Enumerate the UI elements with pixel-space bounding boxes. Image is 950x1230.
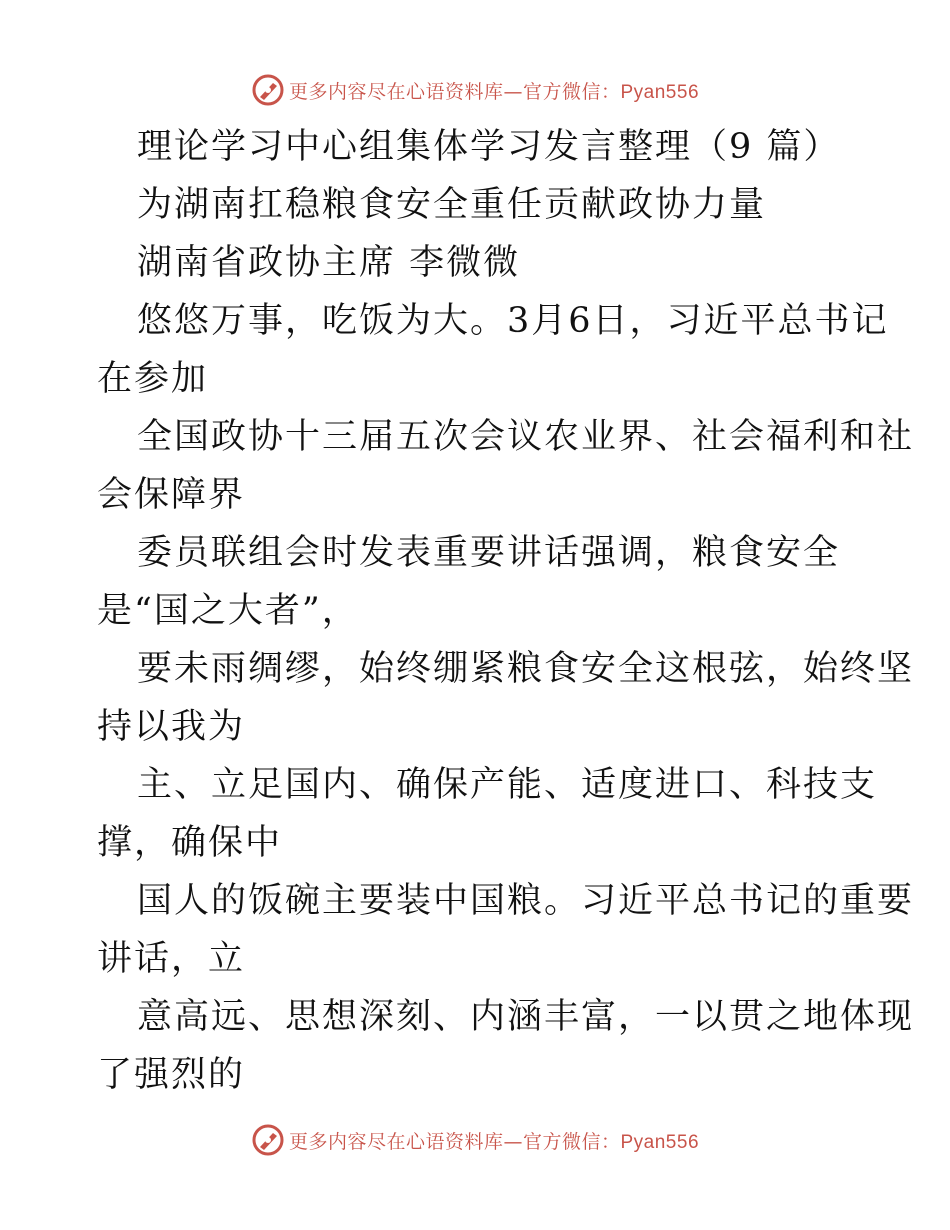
document-line: 悠悠万事，吃饭为大。3月6日，习近平总书记	[137, 301, 889, 341]
banner-text	[289, 1127, 699, 1154]
banner-main-text: 更多内容尽在心语资料库	[288, 1130, 504, 1153]
document-line: 全国政协十三届五次会议农业界、社会福利和社	[137, 417, 915, 457]
document-line: 理论学习中心组集体学习发言整理（9 篇）	[137, 127, 841, 167]
document-line: 会保障界	[97, 475, 246, 515]
document-line: 湖南省政协主席 李微微	[137, 243, 521, 283]
banner-handle: Pyan556	[620, 1131, 700, 1153]
pen-circle-logo-icon	[251, 1123, 285, 1157]
banner-main-text: 更多内容尽在心语资料库	[288, 80, 504, 103]
document-line: 在参加	[97, 359, 209, 399]
banner-official-label: 官方微信：	[522, 1130, 621, 1153]
document-line: 持以我为	[97, 707, 246, 747]
document-line: 意高远、思想深刻、内涵丰富，一以贯之地体现	[137, 997, 915, 1037]
footer-watermark-banner	[0, 1120, 950, 1160]
document-line: 委员联组会时发表重要讲话强调，粮食安全	[137, 533, 841, 573]
banner-official-label: 官方微信：	[522, 80, 621, 103]
document-line: 是“国之大者”，	[97, 591, 359, 631]
header-watermark-banner	[0, 70, 950, 110]
pen-circle-logo-icon	[251, 73, 285, 107]
document-line: 撑，确保中	[97, 823, 283, 863]
document-line: 主、立足国内、确保产能、适度进口、科技支	[137, 765, 878, 805]
banner-handle: Pyan556	[620, 81, 700, 103]
banner-separator: —	[503, 1130, 523, 1153]
document-line: 了强烈的	[97, 1055, 246, 1095]
banner-text	[289, 77, 699, 104]
document-line: 讲话，立	[97, 939, 246, 979]
banner-separator: —	[503, 80, 523, 103]
document-line: 为湖南扛稳粮食安全重任贡献政协力量	[137, 185, 767, 225]
document-body	[97, 118, 915, 1104]
document-line: 国人的饭碗主要装中国粮。习近平总书记的重要	[137, 881, 915, 921]
document-line: 要未雨绸缪，始终绷紧粮食安全这根弦，始终坚	[137, 649, 915, 689]
